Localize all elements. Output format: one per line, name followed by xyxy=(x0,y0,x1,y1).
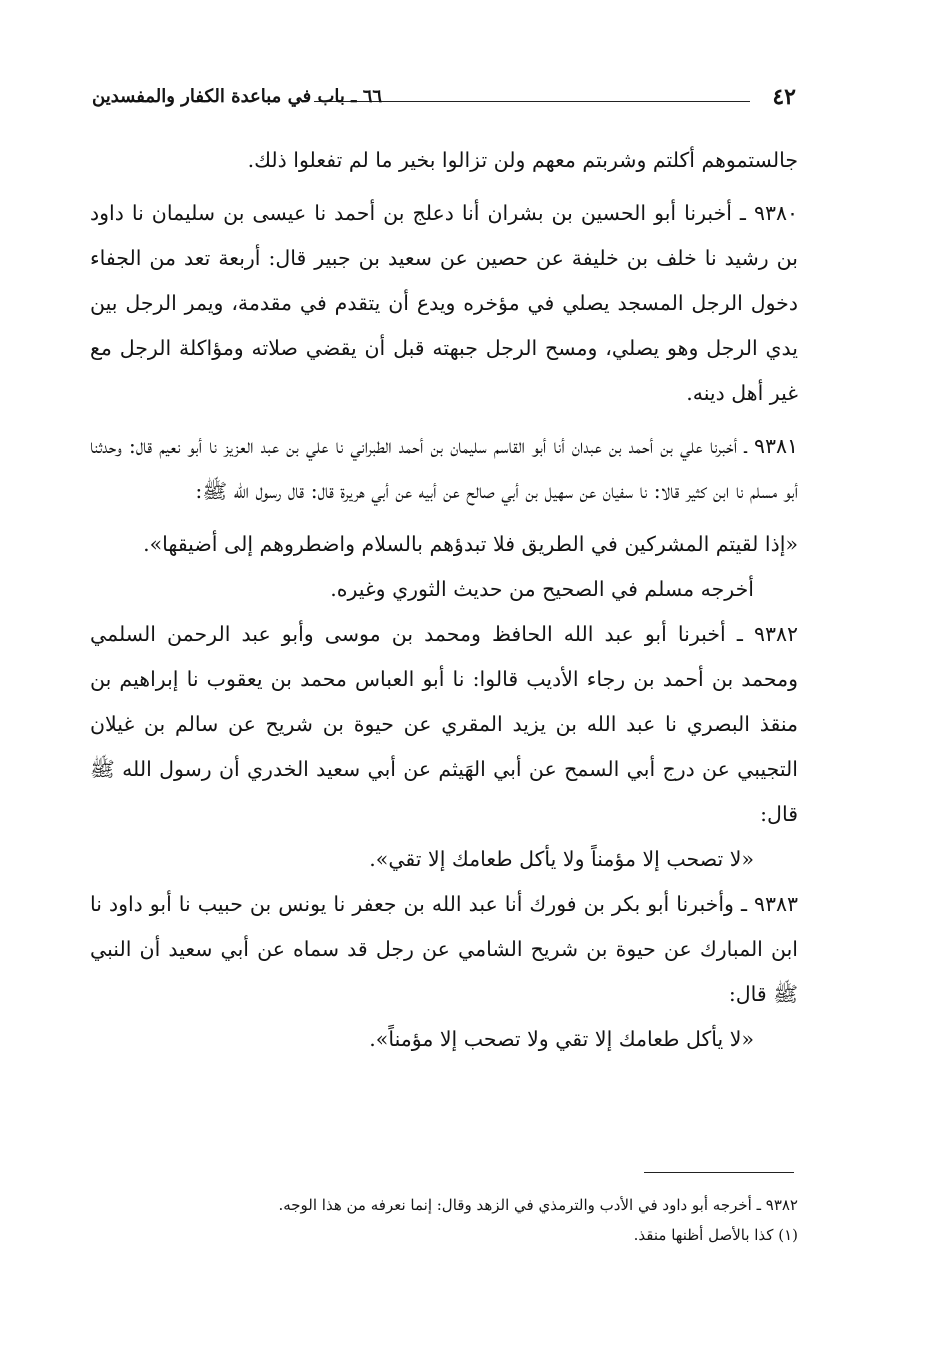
footnote: ٩٣٨٢ ـ أخرجه أبو داود في الأدب والترمذي في الزهد وقال: إنما نعرفه من هذا الوجه. xyxy=(278,1196,798,1214)
takhrij-note: أخرجه مسلم في الصحيح من حديث الثوري وغيره. xyxy=(330,577,754,601)
hadith-9383: ٩٣٨٣ ـ وأخبرنا أبو بكر بن فورك أنا عبد الله بن جعفر نا يونس بن حبيب نا أبو داود نا ابن المبارك عن حيوة بن شريح الشامي عن رجل قد سماه عن أبي سعيد أن النبي ﷺ قال: xyxy=(90,892,798,1006)
hadith-quote: «لا تصحب إلا مؤمناً ولا يأكل طعامك إلا تقي». xyxy=(369,847,754,871)
hadith-9381: ٩٣٨١ ـ أخبرنا علي بن أحمد بن عبدان أنا أبو القاسم سليمان بن أحمد الطبراني نا علي بن عبد العزيز نا أبو نعيم قال: وحدثنا أبو مسلم نا ابن كثير قالا: نا سفيان عن سهيل بن أبي صالح عن أبيه عن أبي هريرة قال: قال رسول الله ﷺ: xyxy=(90,434,798,503)
hadith-quote: «لا يأكل طعامك إلا تقي ولا تصحب إلا مؤمناً». xyxy=(369,1027,754,1051)
footnote: (١) كذا بالأصل أظنها منقذ. xyxy=(633,1226,798,1244)
footnote-rule xyxy=(644,1172,794,1173)
page-header xyxy=(92,84,796,120)
hadith-9382: ٩٣٨٢ ـ أخبرنا أبو عبد الله الحافظ ومحمد بن موسى وأبو عبد الرحمن السلمي ومحمد بن أحمد بن رجاء الأديب قالوا: نا أبو العباس محمد بن يعقوب نا إبراهيم بن منقذ البصري نا عبد الله بن يزيد المقري عن حيوة بن شريح عن سالم بن غيلان التجيبي عن درج أبي السمح عن أبي الهَيثم عن أبي سعيد الخدري أن رسول الله ﷺ قال: xyxy=(90,622,798,826)
main-text xyxy=(90,138,798,1062)
paragraph-continuation: جالستموهم أكلتم وشربتم معهم ولن تزالوا بخير ما لم تفعلوا ذلك. xyxy=(247,148,798,172)
hadith-quote: «إذا لقيتم المشركين في الطريق فلا تبدؤهم بالسلام واضطروهم إلى أضيقها». xyxy=(143,532,798,556)
running-title: ٦٦ ـ باب في مباعدة الكفار والمفسدين xyxy=(92,86,383,107)
hadith-9380: ٩٣٨٠ ـ أخبرنا أبو الحسين بن بشران أنا دعلج بن أحمد نا عيسى بن سليمان نا داود بن رشيد نا خلف بن خليفة عن حصين عن سعيد بن جبير قال: أربعة تعد من الجفاء دخول الرجل المسجد يصلي في مؤخره ويدع أن يتقدم في مقدمة، ويمر الرجل بين يدي الرجل وهو يصلي، ومسح الرجل جبهته قبل أن يقضي صلاته ومؤاكلة الرجل مع غير أهل دينه. xyxy=(90,201,798,405)
page-number: ٤٢ xyxy=(772,84,796,110)
footnotes xyxy=(90,1190,798,1250)
